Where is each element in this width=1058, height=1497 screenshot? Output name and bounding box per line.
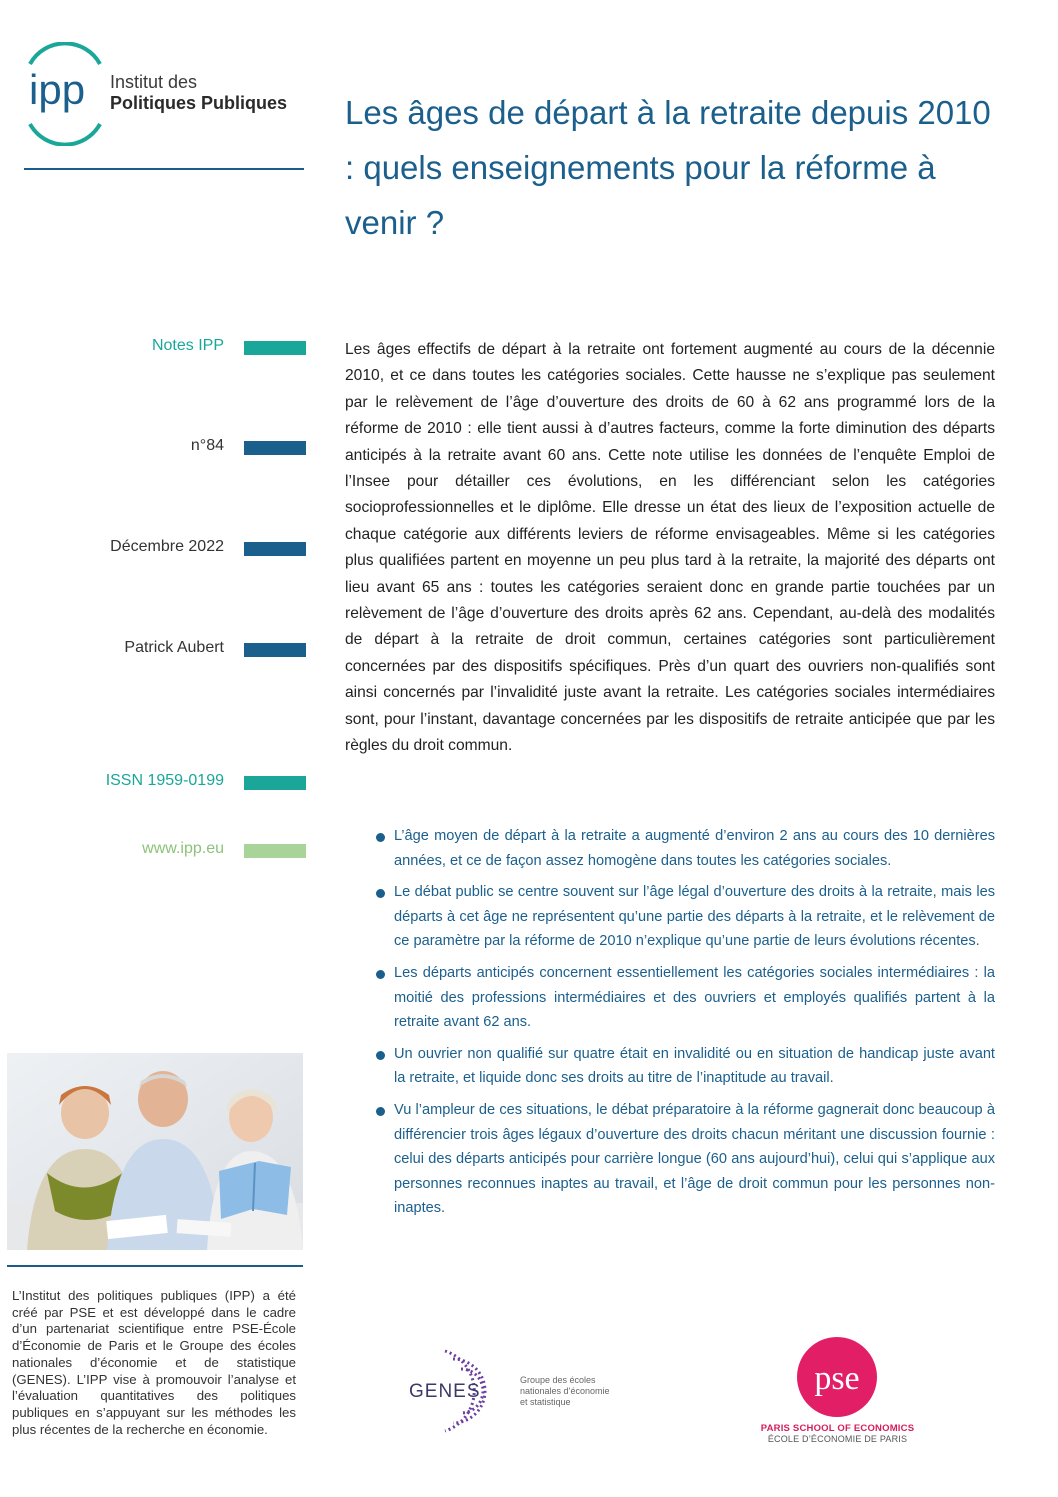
publication-date-bar — [244, 542, 306, 556]
series-bar — [244, 341, 306, 355]
key-point-text: L’âge moyen de départ à la retraite a augmenté d’environ 2 ans au cours des 10 dernières années, et ce de façon assez homogène dans toutes les catégories sociales. — [394, 828, 995, 869]
key-point — [372, 1098, 995, 1221]
key-point-text: Vu l’ampleur de ces situations, le débat préparatoire à la réforme gagnerait donc beaucoup à différencier trois âges légaux d’ouverture des droits chacun méritant une discussion fournie : celui des départs anticipés pour carrière longue (60 ans aujourd’hui), celui qui s’applique aux personnes reconnues inaptes au travail, et l’âge de droit commun pour les personnes non-inaptes. — [394, 1101, 995, 1217]
pse-mark-icon — [760, 1335, 915, 1421]
page-title: Les âges de départ à la retraite depuis 2010 : quels enseignements pour la réforme à venir ? — [345, 94, 991, 241]
bullet-icon — [376, 1051, 385, 1060]
pse-name-fr: ÉCOLE D’ÉCONOMIE DE PARIS — [767, 1434, 908, 1444]
series-label: Notes IPP — [151, 337, 224, 354]
issn-bar — [244, 776, 306, 790]
ipp-logo — [22, 42, 312, 147]
institute-description: L’Institut des politiques publiques (IPP) a été créé par PSE et est développé dans le cadre d’un partenariat scientifique entre PSE-École d’Économie de Paris et le Groupe des écoles nationales d’économie et de statistique (GENES). L’IPP vise à promouvoir l’analyse et l’évaluation quantitatives des politiques publiques en s’appuyant sur les méthodes les plus récentes de la recherche en économie. — [12, 1288, 296, 1437]
bullet-icon — [376, 970, 385, 979]
bullet-icon — [376, 889, 385, 898]
ipp-logo-mark — [22, 42, 108, 146]
genes-name: GENES — [409, 1381, 481, 1402]
abstract-paragraph: Les âges effectifs de départ à la retraite ont fortement augmenté au cours de la décennie 2010, et ce dans toutes les catégories sociales. Cette hausse ne s’explique pas seulement par le relèvement de l’âge d’ouverture des droits de 60 à 62 ans programmé lors de la réforme de 2010 : elle tient aussi à d’autres facteurs, comme la forte diminution des départs anticipés à la retraite avant 60 ans. Cette note utilise les données de l’enquête Emploi de l’Insee pour détailler ces évolutions, en les différenciant selon les catégories socioprofessionnelles et le diplôme. Elle dresse un état des lieux de l’exposition actuelle de chaque catégorie aux différents leviers de réforme envisageables. Même si les catégories plus qualifiées partent en moyenne un peu plus tard à la retraite, la majorité des départs ont lieu avant 65 ans : toutes les catégories seraient donc en grande partie touchées par un relèvement de l’âge d’ouverture des droits après 62 ans. Cependant, au-delà des modalités de départ à la retraite de droit commun, certaines catégories sont particulièrement concernées par des dispositifs spécifiques. Près d’un quart des ouvriers non-qualifiés sont ainsi concernés par l’invalidité juste avant la retraite. Les catégories sociales intermédiaires sont, pour l’instant, davantage concernées par les dispositifs de retraite anticipée que par les règles du droit commun. — [345, 341, 995, 755]
website-link[interactable]: www.ipp.eu — [142, 840, 224, 857]
key-point-text: Un ouvrier non qualifié sur quatre était en invalidité ou en situation de handicap juste avant la retraite, et liquide donc ses droits au titre de l’inaptitude au travail. — [394, 1045, 995, 1087]
pse-mark-text: pse — [814, 1360, 860, 1397]
bullet-icon — [376, 1107, 385, 1116]
key-point — [372, 1042, 995, 1091]
pse-name-en: PARIS SCHOOL OF ECONOMICS — [760, 1423, 915, 1434]
website-bar — [244, 844, 306, 858]
author-name: Patrick Aubert — [124, 639, 224, 656]
pse-logo — [760, 1335, 915, 1445]
key-points-list — [372, 824, 995, 1228]
photo-divider — [7, 1265, 303, 1267]
seniors-photo — [7, 1053, 303, 1250]
logo-line1: Institut des — [110, 72, 198, 92]
issn-label: ISSN 1959-0199 — [105, 772, 224, 789]
logo-line2: Politiques Publiques — [110, 93, 288, 113]
publication-date: Décembre 2022 — [110, 538, 224, 555]
key-point — [372, 961, 995, 1035]
key-point-text: Les départs anticipés concernent essentiellement les catégories sociales intermédiaires : la moitié des professions intermédiaires et des ouvriers et employés qualifiés partent à la retraite avant 62 ans. — [394, 964, 995, 1031]
key-point — [372, 880, 995, 954]
key-point-text: Le débat public se centre souvent sur l’âge légal d’ouverture des droits à la retraite, mais les départs à cet âge ne représentent qu’une partie des départs à la retraite, et le relèvement de ce paramètre par la réforme de 2010 n’explique qu’une partie de leurs évolutions récentes. — [394, 884, 995, 950]
bullet-icon — [376, 833, 385, 842]
genes-tagline: Groupe des écoles nationales d’économie et statistique — [520, 1375, 610, 1407]
key-point — [372, 824, 995, 873]
logo-divider — [24, 168, 304, 170]
author-bar — [244, 643, 306, 657]
issue-number-bar — [244, 441, 306, 455]
issue-number: n°84 — [190, 437, 224, 454]
genes-logo — [405, 1343, 615, 1438]
logo-mark-text: ipp — [29, 66, 86, 113]
